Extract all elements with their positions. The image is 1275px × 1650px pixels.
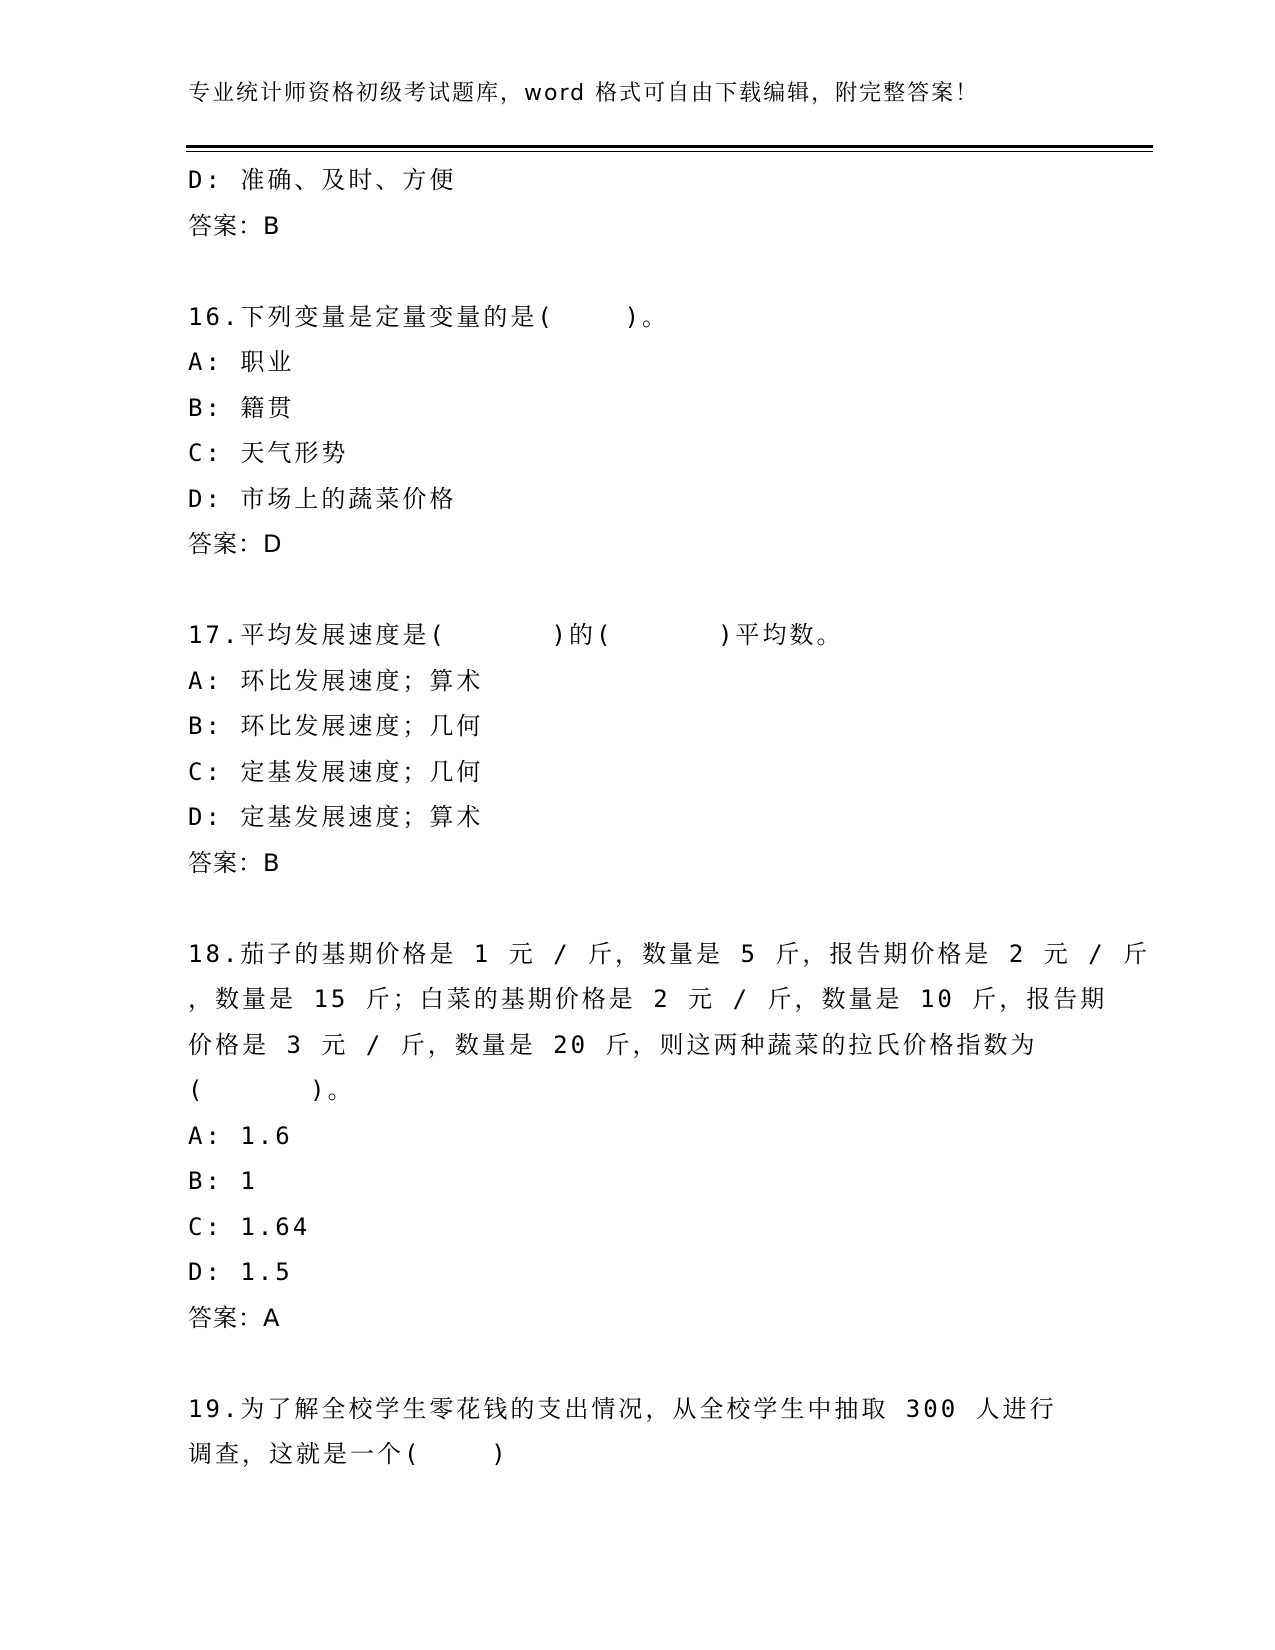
answer: 答案：B — [188, 848, 281, 877]
option-b: B: 籍贯 — [188, 393, 295, 422]
answer: 答案：D — [188, 530, 283, 558]
option-b: B: 1 — [188, 1167, 258, 1195]
option-a: A: 环比发展速度；算术 — [188, 666, 484, 695]
question-stem-line-1: 19.为了解全校学生零花钱的支出情况，从全校学生中抽取 300 人进行 — [188, 1394, 1057, 1423]
option-a: A: 职业 — [188, 348, 295, 376]
option-c: C: 天气形势 — [188, 439, 349, 467]
option-d: D: 市场上的蔬菜价格 — [188, 484, 457, 513]
spacer — [188, 249, 1088, 295]
spacer — [188, 568, 1088, 614]
question-stem-line-3: 价格是 3 元 / 斤，数量是 20 斤，则这两种蔬菜的拉氏价格指数为 — [188, 1030, 1038, 1059]
answer: 答案：A — [188, 1303, 281, 1332]
question-16 — [188, 295, 1088, 568]
question-stem-line-4: ( )。 — [188, 1076, 355, 1104]
option-c: C: 定基发展速度；几何 — [188, 757, 484, 786]
carryover-answer: 答案：B — [188, 211, 281, 240]
question-stem: 17.平均发展速度是( )的( )平均数。 — [188, 621, 844, 649]
question-body — [188, 158, 1151, 1478]
spacer — [188, 1341, 1088, 1387]
question-stem: 16.下列变量是定量变量的是( )。 — [188, 302, 670, 331]
option-d: D: 1.5 — [188, 1258, 293, 1286]
question-stem-line-1: 18.茄子的基期价格是 1 元 / 斤，数量是 5 斤，报告期价格是 2 元 / 斤 — [188, 939, 1151, 968]
header-rule-thick — [186, 145, 1153, 148]
carryover-option-d: D: 准确、及时、方便 — [188, 166, 457, 194]
question-18 — [188, 932, 1151, 1342]
page-header: 专业统计师资格初级考试题库，word 格式可自由下载编辑，附完整答案！ — [188, 81, 980, 106]
option-b: B: 环比发展速度；几何 — [188, 712, 484, 740]
option-a: A: 1.6 — [188, 1121, 293, 1150]
spacer — [188, 886, 1088, 932]
option-c: C: 1.64 — [188, 1212, 311, 1241]
question-stem-line-2: 调查，这就是一个( ) — [188, 1440, 509, 1468]
header-rule-thin — [186, 151, 1153, 152]
option-d: D: 定基发展速度；算术 — [188, 803, 484, 831]
question-17 — [188, 613, 1088, 886]
question-19 — [188, 1387, 1088, 1478]
question-stem-line-2: ，数量是 15 斤；白菜的基期价格是 2 元 / 斤，数量是 10 斤，报告期 — [188, 985, 1108, 1013]
